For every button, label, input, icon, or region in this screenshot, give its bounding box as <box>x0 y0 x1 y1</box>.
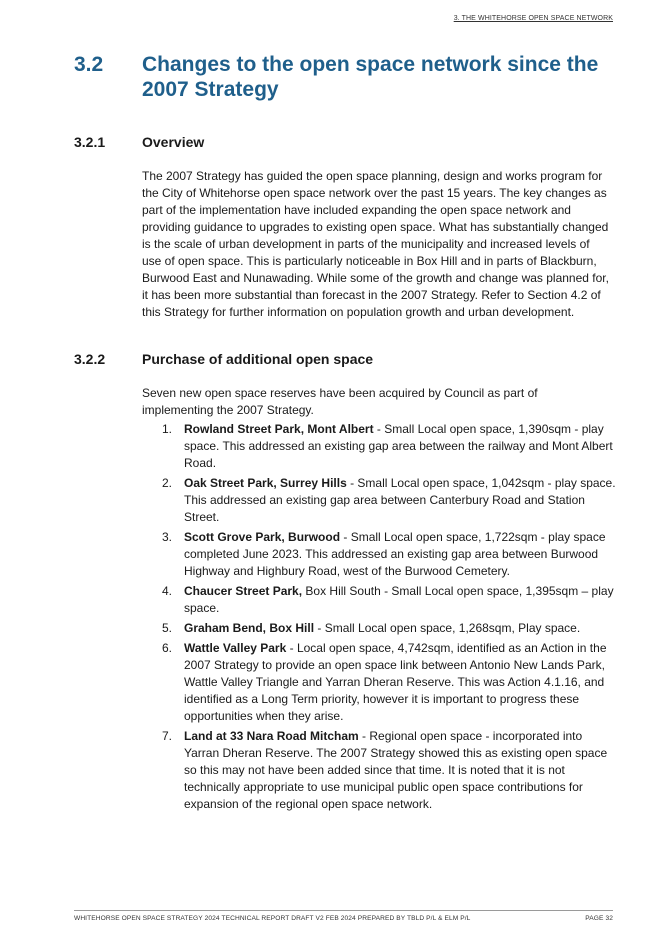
purchase-number: 3.2.2 <box>74 351 106 367</box>
list-item <box>142 640 617 725</box>
purchase-intro: Seven new open space reserves have been acquired by Council as part of implementing the 2007 Strategy. <box>142 386 538 417</box>
section-number: 3.2 <box>74 53 104 76</box>
section-title: Changes to the open space network since the 2007 Strategy <box>142 53 599 101</box>
list-marker: 3. <box>162 530 173 544</box>
reserve-name: Oak Street Park, Surrey Hills <box>184 476 347 490</box>
footer-document-info: WHITEHORSE OPEN SPACE STRATEGY 2024 TECHNICAL REPORT DRAFT V2 FEB 2024 PREPARED BY TBLD P/L & ELM P/L <box>74 915 471 922</box>
list-marker: 6. <box>162 641 173 655</box>
footer-divider <box>74 910 613 911</box>
reserve-name: Rowland Street Park, Mont Albert <box>184 422 374 436</box>
reserve-name: Wattle Valley Park <box>184 641 287 655</box>
running-header: 3. THE WHITEHORSE OPEN SPACE NETWORK <box>453 15 613 22</box>
list-item <box>142 583 617 617</box>
list-item <box>142 475 617 526</box>
reserve-description: - Small Local open space, 1,042sqm - play space. This addressed an existing gap area between Canterbury Road and Station Street. <box>184 476 616 524</box>
list-marker: 7. <box>162 729 173 743</box>
purchase-title: Purchase of additional open space <box>142 351 374 367</box>
list-marker: 5. <box>162 621 173 635</box>
reserve-description: - Small Local open space, 1,390sqm - play space. This addressed an existing gap area between the railway and Mont Albert Road. <box>184 422 613 470</box>
reserve-description: - Small Local open space, 1,268sqm, Play space. <box>314 621 581 635</box>
reserve-description: Box Hill South - Small Local open space, 1,395sqm – play space. <box>184 584 614 615</box>
reserve-description: - Regional open space - incorporated into Yarran Dheran Reserve. The 2007 Strategy showed this as existing open space so this may not have been added since that time. It is noted that it is not technically appropriate to use municipal public open space contributions for expansion of the regional open space network. <box>184 729 608 811</box>
list-item <box>142 529 617 580</box>
acquired-reserves-list <box>142 421 617 816</box>
section-heading <box>74 52 634 102</box>
list-item <box>142 421 617 472</box>
reserve-name: Graham Bend, Box Hill <box>184 621 315 635</box>
overview-number: 3.2.1 <box>74 134 106 150</box>
reserve-name: Chaucer Street Park, <box>184 584 303 598</box>
reserve-name: Land at 33 Nara Road Mitcham <box>184 729 359 743</box>
overview-title: Overview <box>142 134 205 150</box>
list-marker: 4. <box>162 584 173 598</box>
list-item <box>142 620 617 637</box>
reserve-description: - Small Local open space, 1,722sqm - play space completed June 2023. This addressed an existing gap area between Burwood Highway and Highbury Road, west of the Burwood Cemetery. <box>184 530 606 578</box>
page-number: PAGE 32 <box>585 915 613 922</box>
list-marker: 1. <box>162 422 173 436</box>
reserve-name: Scott Grove Park, Burwood <box>184 530 341 544</box>
list-item <box>142 728 617 813</box>
reserve-description: - Local open space, 4,742sqm, identified as an Action in the 2007 Strategy to provide an open space link between Antonio New Lands Park, Wattle Valley Triangle and Yarran Dheran Reserve. This was Action 4.1.16, and identified as a Long Term priority, however it is important to progress these opportunities when they arise. <box>184 641 607 723</box>
list-marker: 2. <box>162 476 173 490</box>
overview-paragraph: The 2007 Strategy has guided the open space planning, design and works program for the City of Whitehorse open space network over the past 15 years. The key changes as part of the implementation have included expanding the open space network and providing guidance to upgrades to existing open space. What has substantially changed is the scale of urban development in parts of the municipality and increased levels of use of open space. This is particularly noticeable in Box Hill and in parts of Blackburn, Burwood East and Nunawading. While some of the growth and change was planned for, it has been more substantial than forecast in the 2007 Strategy. Refer to Section 4.2 of this Strategy for further information on population growth and urban development. <box>142 169 609 319</box>
